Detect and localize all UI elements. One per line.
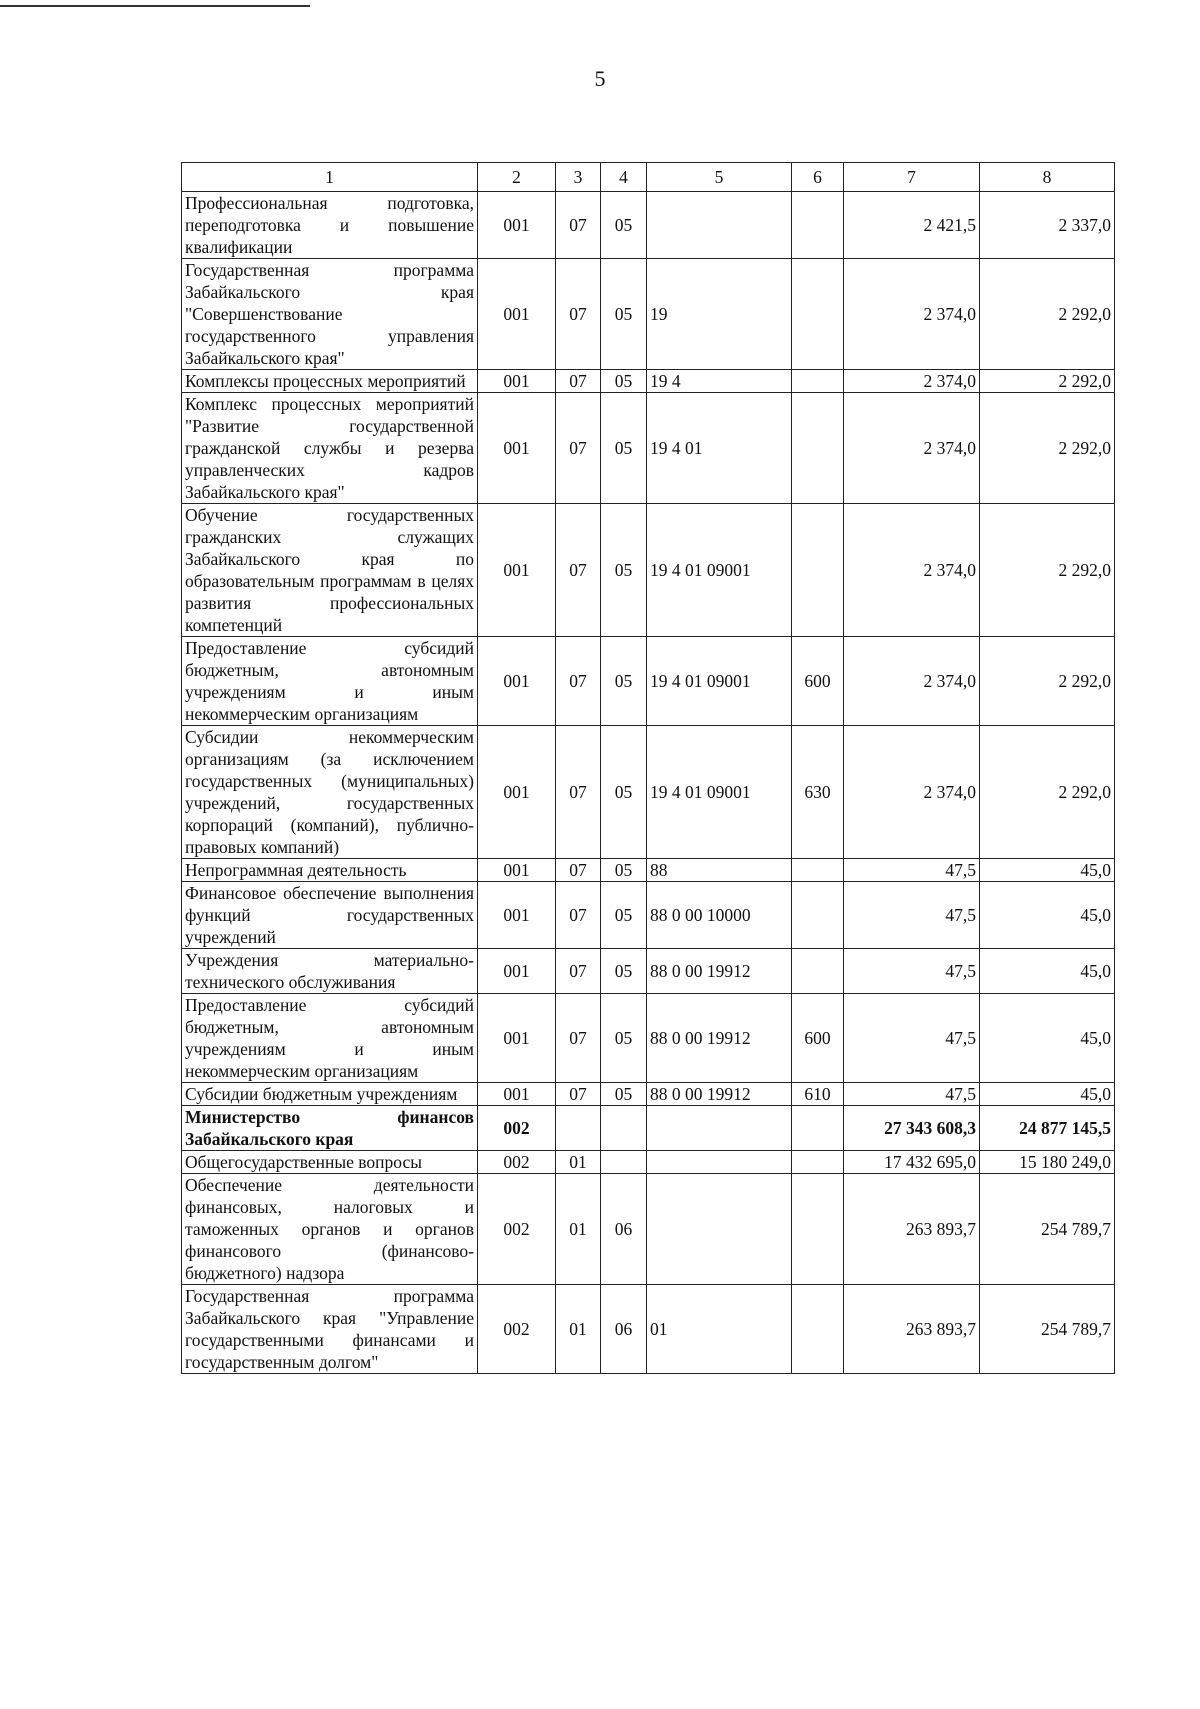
cell-subsection: 05 bbox=[601, 393, 647, 504]
cell-admin-code: 001 bbox=[478, 726, 556, 859]
row-name: Обеспечение деятельности финансовых, налоговых и таможенных органов и органов финансового (финансово-бюджетного) надзора bbox=[182, 1174, 478, 1285]
cell-section: 07 bbox=[556, 504, 601, 637]
row-name: Профессиональная подготовка, переподготовка и повышение квалификации bbox=[182, 192, 478, 259]
header-row bbox=[182, 163, 1115, 192]
cell-amount-1: 2 374,0 bbox=[844, 259, 980, 370]
cell-subsection: 05 bbox=[601, 1083, 647, 1106]
row-name: Субсидии некоммерческим организациям (за исключением государственных (муниципальных) учреждений, государственных корпораций (компаний), публично-правовых компаний) bbox=[182, 726, 478, 859]
cell-target-article: 88 bbox=[647, 859, 792, 882]
column-header: 5 bbox=[647, 163, 792, 192]
cell-section: 07 bbox=[556, 192, 601, 259]
cell-admin-code: 001 bbox=[478, 637, 556, 726]
column-header: 8 bbox=[980, 163, 1115, 192]
column-header: 7 bbox=[844, 163, 980, 192]
table-row bbox=[182, 726, 1115, 859]
cell-amount-2: 254 789,7 bbox=[980, 1285, 1115, 1374]
cell-amount-1: 47,5 bbox=[844, 994, 980, 1083]
cell-amount-1: 2 374,0 bbox=[844, 726, 980, 859]
column-header: 2 bbox=[478, 163, 556, 192]
row-name: Обучение государственных гражданских служащих Забайкальского края по образовательным программам в целях развития профессиональных компетенций bbox=[182, 504, 478, 637]
cell-subsection: 05 bbox=[601, 259, 647, 370]
cell-admin-code: 002 bbox=[478, 1174, 556, 1285]
cell-amount-1: 17 432 695,0 bbox=[844, 1151, 980, 1174]
cell-amount-1: 2 374,0 bbox=[844, 637, 980, 726]
cell-amount-2: 2 292,0 bbox=[980, 370, 1115, 393]
cell-subsection: 05 bbox=[601, 637, 647, 726]
cell-target-article: 19 bbox=[647, 259, 792, 370]
table-row bbox=[182, 949, 1115, 994]
cell-section: 07 bbox=[556, 726, 601, 859]
cell-admin-code: 001 bbox=[478, 259, 556, 370]
cell-section bbox=[556, 1106, 601, 1151]
cell-section: 07 bbox=[556, 637, 601, 726]
row-name: Предоставление субсидий бюджетным, автономным учреждениям и иным некоммерческим организациям bbox=[182, 994, 478, 1083]
cell-target-article: 19 4 01 09001 bbox=[647, 637, 792, 726]
cell-subsection: 05 bbox=[601, 859, 647, 882]
cell-section: 07 bbox=[556, 882, 601, 949]
cell-target-article: 19 4 bbox=[647, 370, 792, 393]
cell-section: 07 bbox=[556, 1083, 601, 1106]
cell-target-article bbox=[647, 1106, 792, 1151]
cell-subsection: 06 bbox=[601, 1174, 647, 1285]
cell-subsection: 05 bbox=[601, 192, 647, 259]
cell-amount-2: 2 337,0 bbox=[980, 192, 1115, 259]
cell-subsection: 05 bbox=[601, 726, 647, 859]
cell-expense-type bbox=[792, 1285, 844, 1374]
cell-section: 07 bbox=[556, 859, 601, 882]
cell-section: 07 bbox=[556, 994, 601, 1083]
cell-subsection bbox=[601, 1106, 647, 1151]
row-name: Комплекс процессных мероприятий "Развитие государственной гражданской службы и резерва управленческих кадров Забайкальского края" bbox=[182, 393, 478, 504]
row-name: Субсидии бюджетным учреждениям bbox=[182, 1083, 478, 1106]
cell-amount-2: 45,0 bbox=[980, 1083, 1115, 1106]
cell-expense-type bbox=[792, 370, 844, 393]
cell-amount-2: 45,0 bbox=[980, 882, 1115, 949]
cell-admin-code: 001 bbox=[478, 370, 556, 393]
cell-section: 07 bbox=[556, 949, 601, 994]
table-row bbox=[182, 1285, 1115, 1374]
cell-expense-type bbox=[792, 1151, 844, 1174]
column-header: 1 bbox=[182, 163, 478, 192]
cell-target-article: 88 0 00 19912 bbox=[647, 994, 792, 1083]
row-name: Предоставление субсидий бюджетным, автономным учреждениям и иным некоммерческим организациям bbox=[182, 637, 478, 726]
row-name: Общегосударственные вопросы bbox=[182, 1151, 478, 1174]
cell-subsection: 05 bbox=[601, 949, 647, 994]
cell-amount-2: 24 877 145,5 bbox=[980, 1106, 1115, 1151]
cell-amount-1: 263 893,7 bbox=[844, 1174, 980, 1285]
table-row bbox=[182, 393, 1115, 504]
table-row bbox=[182, 370, 1115, 393]
cell-admin-code: 001 bbox=[478, 393, 556, 504]
cell-subsection: 05 bbox=[601, 882, 647, 949]
cell-section: 07 bbox=[556, 259, 601, 370]
cell-section: 01 bbox=[556, 1151, 601, 1174]
cell-amount-2: 45,0 bbox=[980, 949, 1115, 994]
cell-amount-2: 45,0 bbox=[980, 859, 1115, 882]
column-header: 6 bbox=[792, 163, 844, 192]
cell-amount-1: 2 374,0 bbox=[844, 370, 980, 393]
table-row bbox=[182, 192, 1115, 259]
table-row bbox=[182, 504, 1115, 637]
cell-amount-2: 254 789,7 bbox=[980, 1174, 1115, 1285]
cell-section: 07 bbox=[556, 370, 601, 393]
cell-subsection bbox=[601, 1151, 647, 1174]
row-name: Государственная программа Забайкальского края "Управление государственными финансами и государственным долгом" bbox=[182, 1285, 478, 1374]
cell-admin-code: 001 bbox=[478, 859, 556, 882]
cell-section: 01 bbox=[556, 1285, 601, 1374]
cell-section: 01 bbox=[556, 1174, 601, 1285]
cell-target-article bbox=[647, 1174, 792, 1285]
cell-subsection: 05 bbox=[601, 994, 647, 1083]
cell-admin-code: 001 bbox=[478, 1083, 556, 1106]
cell-expense-type bbox=[792, 859, 844, 882]
cell-amount-2: 2 292,0 bbox=[980, 504, 1115, 637]
cell-admin-code: 001 bbox=[478, 949, 556, 994]
table-row bbox=[182, 859, 1115, 882]
cell-target-article: 01 bbox=[647, 1285, 792, 1374]
cell-target-article: 19 4 01 bbox=[647, 393, 792, 504]
row-name: Государственная программа Забайкальского края "Совершенствование государственного управления Забайкальского края" bbox=[182, 259, 478, 370]
cell-subsection: 06 bbox=[601, 1285, 647, 1374]
column-header: 4 bbox=[601, 163, 647, 192]
cell-target-article: 19 4 01 09001 bbox=[647, 726, 792, 859]
table-row bbox=[182, 994, 1115, 1083]
row-name: Учреждения материально-технического обслуживания bbox=[182, 949, 478, 994]
cell-target-article bbox=[647, 1151, 792, 1174]
cell-amount-2: 45,0 bbox=[980, 994, 1115, 1083]
cell-target-article: 88 0 00 10000 bbox=[647, 882, 792, 949]
cell-expense-type bbox=[792, 882, 844, 949]
row-name: Комплексы процессных мероприятий bbox=[182, 370, 478, 393]
cell-amount-1: 47,5 bbox=[844, 859, 980, 882]
cell-subsection: 05 bbox=[601, 370, 647, 393]
cell-expense-type: 610 bbox=[792, 1083, 844, 1106]
table-row-ministry bbox=[182, 1106, 1115, 1151]
top-edge-line bbox=[0, 5, 310, 7]
cell-expense-type bbox=[792, 949, 844, 994]
cell-amount-1: 47,5 bbox=[844, 949, 980, 994]
table-row bbox=[182, 1083, 1115, 1106]
row-name: Финансовое обеспечение выполнения функций государственных учреждений bbox=[182, 882, 478, 949]
cell-amount-2: 2 292,0 bbox=[980, 637, 1115, 726]
cell-amount-1: 2 421,5 bbox=[844, 192, 980, 259]
column-header: 3 bbox=[556, 163, 601, 192]
table-row bbox=[182, 259, 1115, 370]
cell-amount-2: 2 292,0 bbox=[980, 393, 1115, 504]
cell-expense-type bbox=[792, 259, 844, 370]
row-name: Министерство финансов Забайкальского края bbox=[182, 1106, 478, 1151]
cell-admin-code: 001 bbox=[478, 994, 556, 1083]
cell-amount-1: 47,5 bbox=[844, 882, 980, 949]
table-row bbox=[182, 1174, 1115, 1285]
cell-section: 07 bbox=[556, 393, 601, 504]
cell-expense-type bbox=[792, 393, 844, 504]
cell-amount-1: 2 374,0 bbox=[844, 504, 980, 637]
cell-target-article: 88 0 00 19912 bbox=[647, 949, 792, 994]
table-row bbox=[182, 637, 1115, 726]
cell-expense-type bbox=[792, 504, 844, 637]
cell-admin-code: 001 bbox=[478, 882, 556, 949]
cell-amount-1: 263 893,7 bbox=[844, 1285, 980, 1374]
budget-table bbox=[181, 162, 1115, 1374]
cell-amount-1: 27 343 608,3 bbox=[844, 1106, 980, 1151]
cell-expense-type: 600 bbox=[792, 637, 844, 726]
cell-admin-code: 002 bbox=[478, 1106, 556, 1151]
cell-amount-1: 2 374,0 bbox=[844, 393, 980, 504]
cell-expense-type bbox=[792, 1174, 844, 1285]
table-row bbox=[182, 882, 1115, 949]
cell-expense-type bbox=[792, 1106, 844, 1151]
cell-target-article bbox=[647, 192, 792, 259]
cell-expense-type: 600 bbox=[792, 994, 844, 1083]
cell-admin-code: 002 bbox=[478, 1285, 556, 1374]
cell-amount-2: 2 292,0 bbox=[980, 726, 1115, 859]
table-row bbox=[182, 1151, 1115, 1174]
cell-admin-code: 002 bbox=[478, 1151, 556, 1174]
row-name: Непрограммная деятельность bbox=[182, 859, 478, 882]
cell-expense-type bbox=[792, 192, 844, 259]
cell-admin-code: 001 bbox=[478, 504, 556, 637]
cell-amount-1: 47,5 bbox=[844, 1083, 980, 1106]
cell-target-article: 19 4 01 09001 bbox=[647, 504, 792, 637]
cell-amount-2: 2 292,0 bbox=[980, 259, 1115, 370]
page-number: 5 bbox=[594, 66, 606, 91]
cell-subsection: 05 bbox=[601, 504, 647, 637]
cell-admin-code: 001 bbox=[478, 192, 556, 259]
cell-target-article: 88 0 00 19912 bbox=[647, 1083, 792, 1106]
cell-expense-type: 630 bbox=[792, 726, 844, 859]
cell-amount-2: 15 180 249,0 bbox=[980, 1151, 1115, 1174]
